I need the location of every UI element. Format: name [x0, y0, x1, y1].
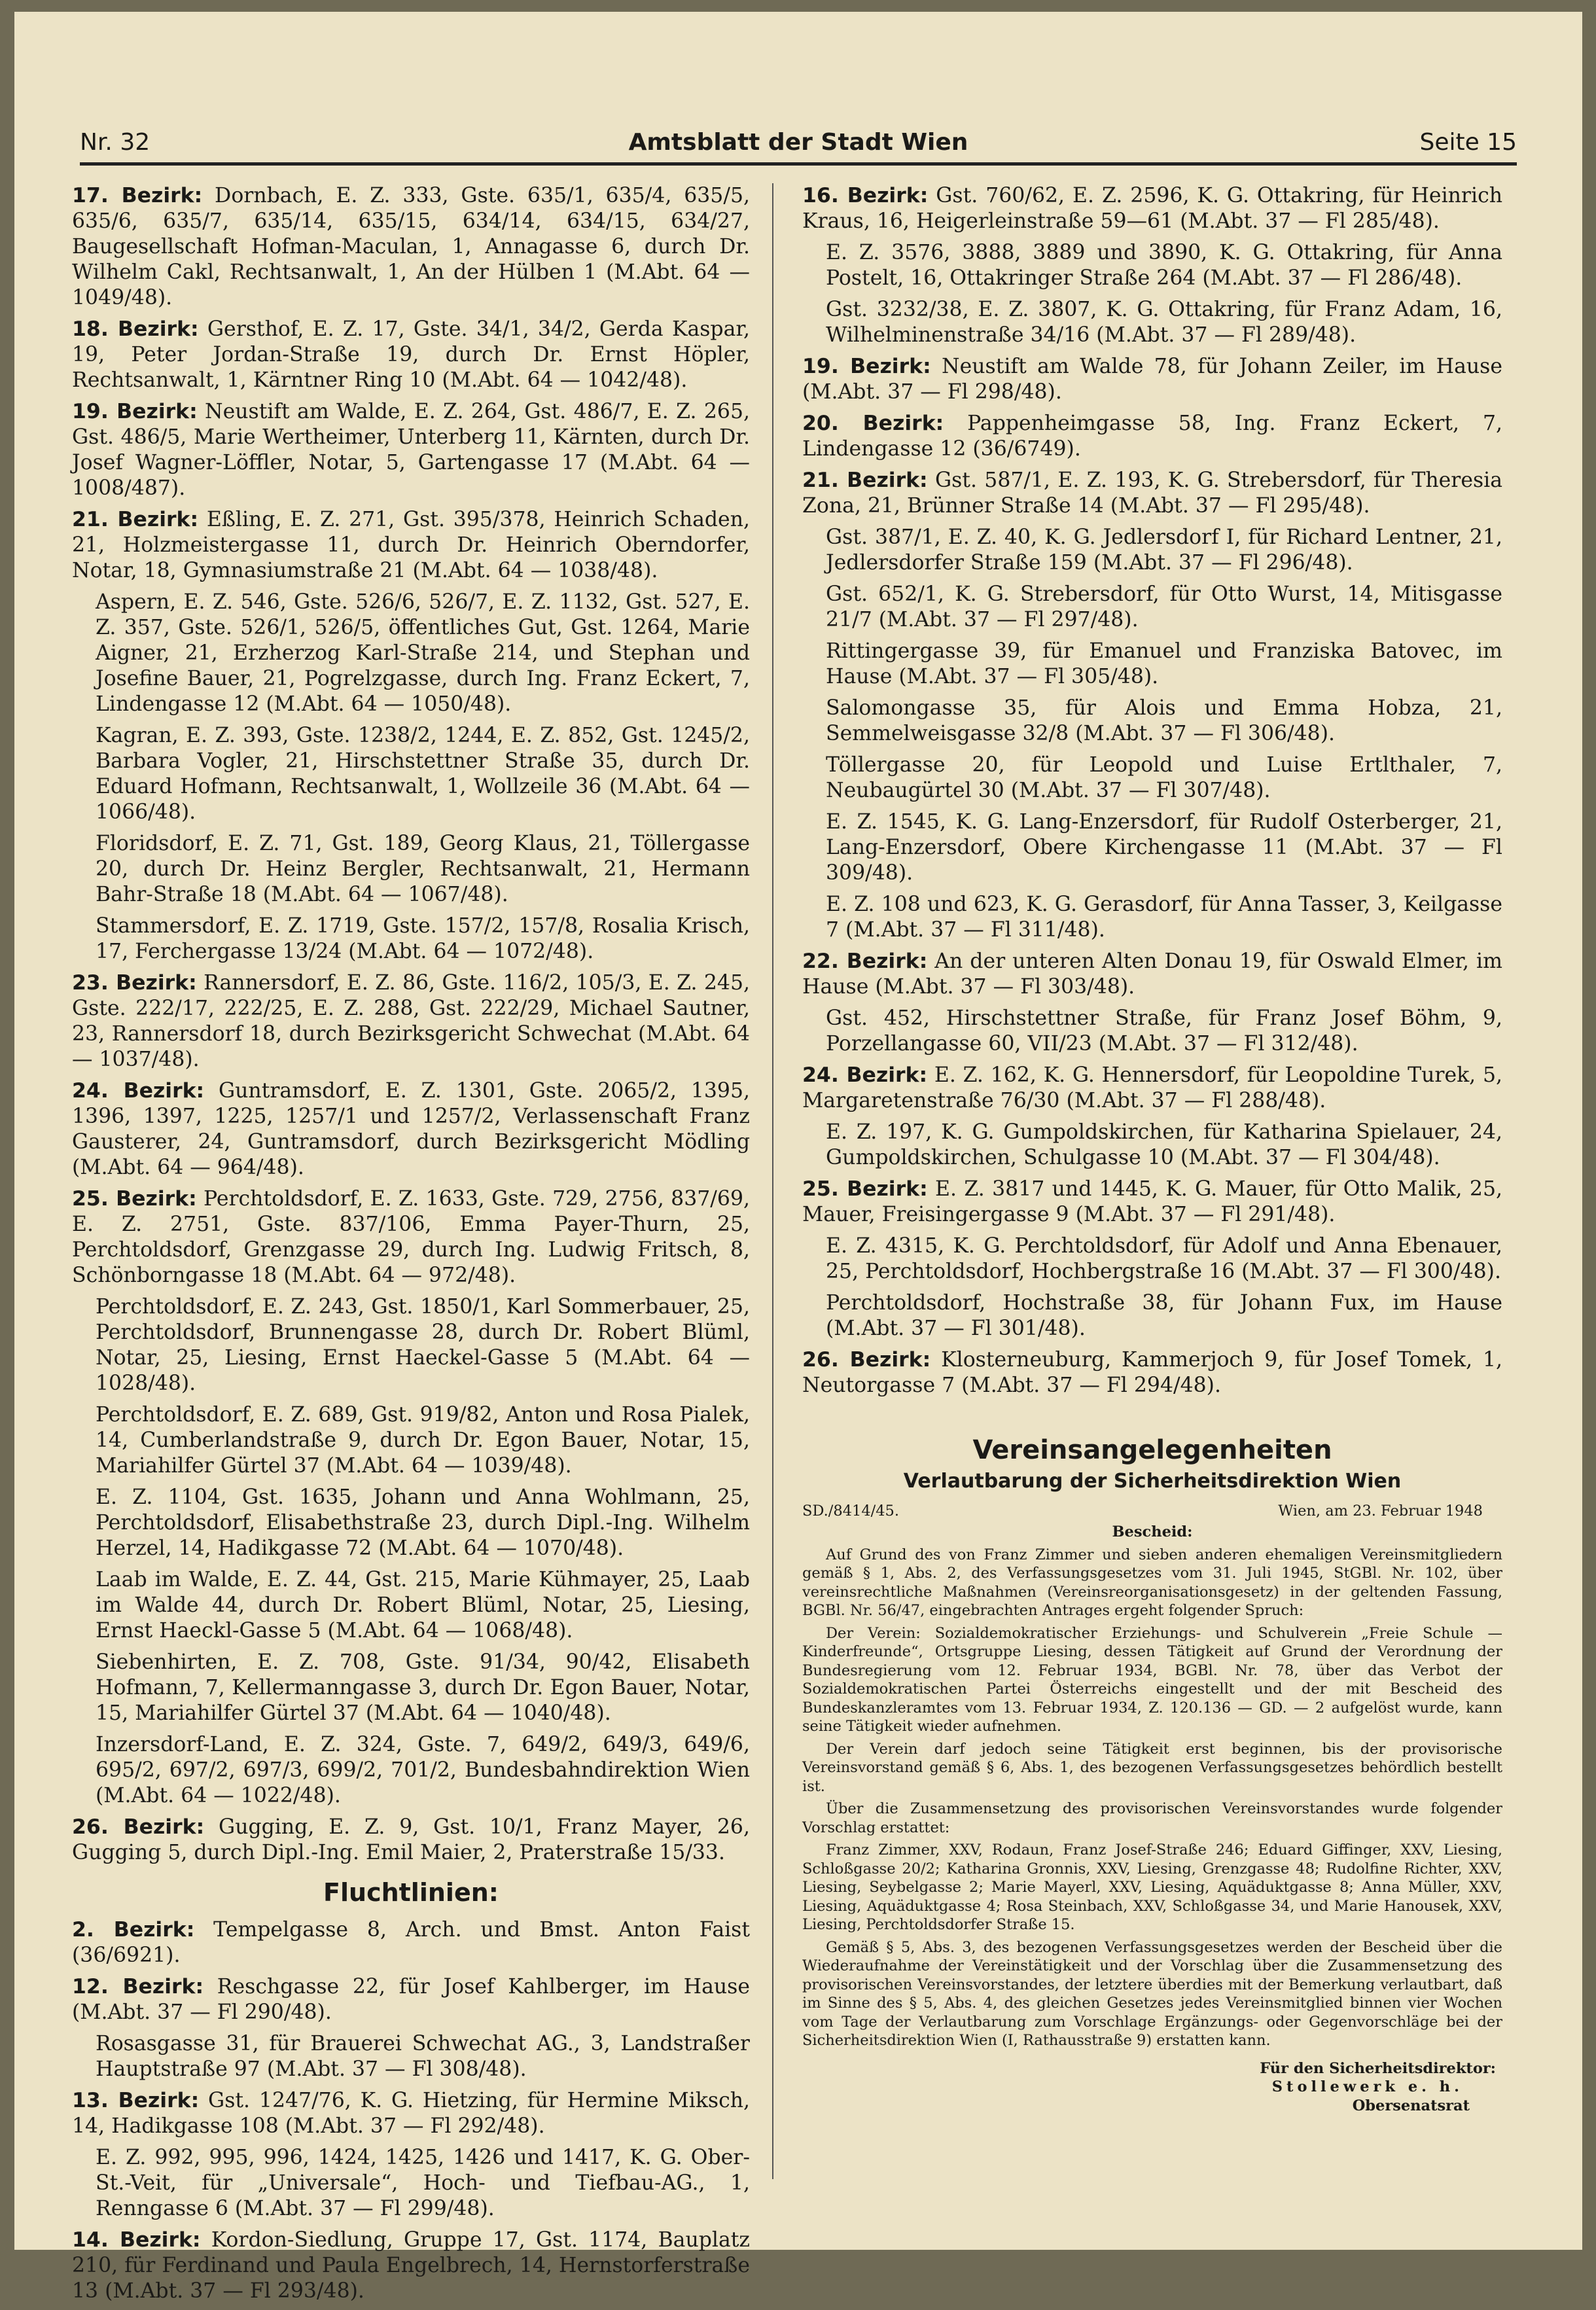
entry — [72, 317, 750, 393]
entry-text: Gst. 3232/38, E. Z. 3807, K. G. Ottakring, für Franz Adam, 16, Wilhelminenstraße 34/16 (M.Abt. 37 — Fl 289/48). — [826, 298, 1502, 347]
notice-paragraph: Der Verein darf jedoch seine Tätigkeit erst beginnen, bis der provisorische Vereinsvorstand gemäß § 6, Abs. 1, des bezogenen Verfassungsgesetzes behördlich bestellt ist. — [802, 1740, 1502, 1795]
entry — [802, 183, 1502, 234]
entry-text: Inzersdorf-Land, E. Z. 324, Gste. 7, 649/2, 649/3, 649/6, 695/2, 697/2, 697/3, 699/2, 701/2, Bundesbahndirektion Wien (M.Abt. 64 — 1022/48). — [96, 1733, 750, 1807]
entry-text: Gst. 760/62, E. Z. 2596, K. G. Ottakring, für Heinrich Kraus, 16, Heigerleinstraße 59—61 (M.Abt. 37 — Fl 285/48). — [802, 184, 1502, 233]
entry — [72, 970, 750, 1073]
bezirk-label: 24. Bezirk: — [802, 1063, 928, 1087]
notice-date: Wien, am 23. Februar 1948 — [1278, 1502, 1483, 1519]
entry — [826, 696, 1502, 747]
right-column — [802, 183, 1502, 2115]
entry-text: Guntramsdorf, E. Z. 1301, Gste. 2065/2, 1395, 1396, 1397, 1225, 1257/1 und 1257/2, Verlassenschaft Franz Gausterer, 24, Guntramsdorf, durch Bezirksgericht Mödling (M.Abt. 64 — 964/48). — [72, 1079, 750, 1179]
entry-text: Floridsdorf, E. Z. 71, Gst. 189, Georg Klaus, 21, Töllergasse 20, durch Dr. Heinz Bergler, Rechtsanwalt, 21, Hermann Bahr-Straße 18 (M.Abt. 64 — 1067/48). — [96, 832, 750, 906]
fluchtlinien-entries — [72, 1917, 750, 2304]
bezirk-label: 13. Bezirk: — [72, 2089, 200, 2112]
entry — [826, 809, 1502, 886]
publication-title: Amtsblatt der Stadt Wien — [628, 129, 968, 156]
entry — [802, 411, 1502, 462]
entry-text: An der unteren Alten Donau 19, für Oswald Elmer, im Hause (M.Abt. 37 — Fl 303/48). — [802, 950, 1502, 999]
entry-text: Perchtoldsdorf, E. Z. 689, Gst. 919/82, Anton und Rosa Pialek, 14, Cumberlandstraße 9, durch Dr. Egon Bauer, Notar, 15, Mariahilfer Gürtel 37 (M.Abt. 64 — 1039/48). — [96, 1403, 750, 1478]
bezirk-label: 17. Bezirk: — [72, 184, 203, 207]
entry — [826, 525, 1502, 576]
entry — [72, 507, 750, 584]
bezirk-label: 19. Bezirk: — [72, 400, 198, 423]
entry — [826, 892, 1502, 943]
entry-text: Töllergasse 20, für Leopold und Luise Ertlthaler, 7, Neubaugürtel 30 (M.Abt. 37 — Fl 307/48). — [826, 753, 1502, 802]
bezirk-label: 26. Bezirk: — [72, 1815, 205, 1839]
entry-text: Rannersdorf, E. Z. 86, Gste. 116/2, 105/3, E. Z. 245, Gste. 222/17, 222/25, E. Z. 288, Gst. 222/29, Michael Sautner, 23, Rannersdorf 18, durch Bezirksgericht Schwechat (M.Abt. 64 — 1037/48). — [72, 971, 750, 1071]
entry-text: Rosasgasse 31, für Brauerei Schwechat AG., 3, Landstraßer Hauptstraße 97 (M.Abt. 37 — Fl 308/48). — [96, 2032, 750, 2081]
entry-text: Perchtoldsdorf, Hochstraße 38, für Johann Fux, im Hause (M.Abt. 37 — Fl 301/48). — [826, 1291, 1502, 1340]
left-column — [72, 183, 750, 2310]
fluchtlinien-entries-continued — [802, 183, 1502, 1398]
entry-text: Gst. 652/1, K. G. Strebersdorf, für Otto Wurst, 14, Mitisgasse 21/7 (M.Abt. 37 — Fl 297/48). — [826, 582, 1502, 631]
entry — [72, 399, 750, 501]
entry-text: Perchtoldsdorf, E. Z. 1633, Gste. 729, 2756, 837/69, E. Z. 2751, Gste. 837/106, Emma Payer-Thurn, 25, Perchtoldsdorf, Grenzgasse 29, durch Ing. Ludwig Fritsch, 8, Schönborngasse 18 (M.Abt. 64 — 972/48). — [72, 1187, 750, 1287]
entry-text: Neustift am Walde, E. Z. 264, Gst. 486/7, E. Z. 265, Gst. 486/5, Marie Wertheimer, Unterberg 11, Kärnten, durch Dr. Josef Wagner-Löffler, Notar, 5, Gartengasse 17 (M.Abt. 64 — 1008/487). — [72, 400, 750, 500]
entry — [826, 582, 1502, 633]
entry-text: Gugging, E. Z. 9, Gst. 10/1, Franz Mayer, 26, Gugging 5, durch Dipl.-Ing. Emil Maier, 2, Praterstraße 15/33. — [72, 1815, 750, 1864]
entry — [826, 1234, 1502, 1285]
entry-text: Pappenheimgasse 58, Ing. Franz Eckert, 7, Lindengasse 12 (36/6749). — [802, 412, 1502, 461]
entry — [72, 1186, 750, 1288]
entry — [826, 297, 1502, 348]
entry-text: Neustift am Walde 78, für Johann Zeiler, im Hause (M.Abt. 37 — Fl 298/48). — [802, 355, 1502, 404]
entry-text: E. Z. 992, 995, 996, 1424, 1425, 1426 und 1417, K. G. Ober-St.-Veit, für „Universale“, Hoch- und Tiefbau-AG., 1, Renngasse 6 (M.Abt. 37 — Fl 299/48). — [96, 2146, 750, 2220]
entry-text: Salomongasse 35, für Alois und Emma Hobza, 21, Semmelweisgasse 32/8 (M.Abt. 37 — Fl 306/48). — [826, 696, 1502, 745]
bezirk-label: 25. Bezirk: — [802, 1177, 928, 1201]
entry — [72, 1917, 750, 1968]
entry — [802, 1063, 1502, 1114]
entry — [802, 1347, 1502, 1398]
entry-text: Klosterneuburg, Kammerjoch 9, für Josef Tomek, 1, Neutorgasse 7 (M.Abt. 37 — Fl 294/48). — [802, 1348, 1503, 1397]
entry-text: Gst. 1247/76, K. G. Hietzing, für Hermine Miksch, 14, Hadikgasse 108 (M.Abt. 37 — Fl 292/48). — [72, 2089, 751, 2138]
entry — [826, 1120, 1502, 1171]
entry-text: E. Z. 3817 und 1445, K. G. Mauer, für Otto Malik, 25, Mauer, Freisingergasse 9 (M.Abt. 37 — Fl 291/48). — [802, 1177, 1502, 1226]
entry — [802, 354, 1502, 405]
bezirk-label: 12. Bezirk: — [72, 1975, 204, 1999]
entry — [96, 1294, 750, 1396]
entry-text: Gst. 387/1, E. Z. 40, K. G. Jedlersdorf I, für Richard Lentner, 21, Jedlersdorfer Straße 159 (M.Abt. 37 — Fl 296/48). — [826, 525, 1502, 575]
bezirk-label: 22. Bezirk: — [802, 950, 928, 973]
entry-text: Stammersdorf, E. Z. 1719, Gste. 157/2, 157/8, Rosalia Krisch, 17, Ferchergasse 13/24 (M.Abt. 64 — 1072/48). — [96, 914, 750, 963]
entry — [826, 1006, 1502, 1057]
entry-text: Rittingergasse 39, für Emanuel und Franziska Batovec, im Hause (M.Abt. 37 — Fl 305/48). — [826, 639, 1502, 688]
entry-text: Gersthof, E. Z. 17, Gste. 34/1, 34/2, Gerda Kaspar, 19, Peter Jordan-Straße 19, durch Dr. Ernst Höpler, Rechtsanwalt, 1, Kärntner Ring 10 (M.Abt. 64 — 1042/48). — [72, 317, 750, 392]
entry — [826, 1290, 1502, 1342]
entry-text: Perchtoldsdorf, E. Z. 243, Gst. 1850/1, Karl Sommerbauer, 25, Perchtoldsdorf, Brunnengasse 28, durch Dr. Robert Blüml, Notar, 25, Liesing, Ernst Haeckel-Gasse 5 (M.Abt. 64 — 1028/48). — [96, 1295, 750, 1395]
entry-text: E. Z. 162, K. G. Hennersdorf, für Leopoldine Turek, 5, Margaretenstraße 76/30 (M.Abt. 37 — Fl 288/48). — [802, 1063, 1502, 1112]
entry-text: Siebenhirten, E. Z. 708, Gste. 91/34, 90/42, Elisabeth Hofmann, 7, Kellermanngasse 3, durch Dr. Egon Bauer, Notar, 15, Mariahilfer Gürtel 37 (M.Abt. 64 — 1040/48). — [96, 1650, 750, 1725]
entry — [96, 590, 750, 717]
entry-text: Gst. 587/1, E. Z. 193, K. G. Strebersdorf, für Theresia Zona, 21, Brünner Straße 14 (M.Abt. 37 — Fl 295/48). — [802, 469, 1502, 518]
entry — [72, 2228, 750, 2304]
bezirk-label: 21. Bezirk: — [802, 469, 928, 492]
entry-text: Tempelgasse 8, Arch. und Bmst. Anton Faist (36/6921). — [72, 1918, 751, 1967]
entry — [96, 1567, 750, 1644]
entry-text: Gst. 452, Hirschstettner Straße, für Franz Josef Böhm, 9, Porzellangasse 60, VII/23 (M.Abt. 37 — Fl 312/48). — [826, 1006, 1502, 1056]
notice-paragraph: Franz Zimmer, XXV, Rodaun, Franz Josef-Straße 246; Eduard Giffinger, XXV, Liesing, Schloßgasse 20/2; Katharina Gronnis, XXV, Liesing, Grenzgasse 48; Rudolfine Richter, XXV, Liesing, Seybelgasse 2; Marie Mayerl, XXV, Liesing, Aquäduktgasse 8; Anna Müller, XXV, Liesing, Aquäduktgasse 4; Rosa Steinbach, XXV, Schloßgasse 34, und Marie Hanousek, XXV, Liesing, Perchtoldsdorfer Straße 15. — [802, 1841, 1502, 1933]
entry — [96, 831, 750, 908]
notice-paragraph: Gemäß § 5, Abs. 3, des bezogenen Verfassungsgesetzes werden der Bescheid über die Wiederaufnahme der Vereinstätigkeit und der Vorschlag über die Zusammensetzung des provisorischen Vereinsvorstandes, der letztere überdies mit der Bemerkung verlautbart, daß im Sinne des § 5, Abs. 4, des gleichen Gesetzes jedes Vereinsmitglied binnen vier Wochen vom Tage der Verlautbarung zum Vorschlage Ergänzungs- oder Gegenvorschläge bei der Sicherheitsdirektion Wien (I, Rathausstraße 9) erstatten kann. — [802, 1938, 1502, 2049]
notice-paragraph: Auf Grund des von Franz Zimmer und sieben anderen ehemaligen Vereinsmitgliedern gemäß § 1, Abs. 2, des Verfassungsgesetzes vom 31. Juli 1945, StGBl. Nr. 102, über vereinsrechtliche Maßnahmen (Vereinsreorganisationsgesetz) in der geltenden Fassung, BGBl. Nr. 56/47, eingebrachten Antrages ergeht folgender Spruch: — [802, 1546, 1502, 1619]
entry-text: Aspern, E. Z. 546, Gste. 526/6, 526/7, E. Z. 1132, Gst. 527, E. Z. 357, Gste. 526/1, 526/5, öffentliches Gut, Gst. 1264, Marie Aigner, 21, Erzherzog Karl-Straße 214, und Stephan und Josefine Bauer, 21, Pogrelzgasse, durch Ing. Franz Eckert, 7, Lindengasse 12 (M.Abt. 64 — 1050/48). — [96, 590, 750, 716]
bezirk-label: 2. Bezirk: — [72, 1918, 195, 1942]
entry-text: Eßling, E. Z. 271, Gst. 395/378, Heinrich Schaden, 21, Holzmeistergasse 11, durch Dr. Heinrich Oberndorfer, Notar, 18, Gymnasiumstraße 21 (M.Abt. 64 — 1038/48). — [72, 508, 751, 582]
entry — [826, 639, 1502, 690]
entry — [72, 183, 750, 311]
verlautbarung-subheading: Verlautbarung der Sicherheitsdirektion Wien — [903, 1470, 1402, 1493]
entry — [802, 1177, 1502, 1228]
notice-paragraph: Der Verein: Sozialdemokratischer Erziehungs- und Schulverein „Freie Schule — Kinderfreunde“, Ortsgruppe Liesing, dessen Tätigkeit auf Grund der Verordnung der Bundesregierung vom 12. Februar 1934, BGBl. Nr. 78, über das Verbot der Sozialdemokratischen Partei Österreichs eingestellt und der mit Bescheid des Bundeskanzleramtes vom 13. Februar 1934, Z. 120.136 — GD. — 2 aufgelöst wurde, kann seine Tätigkeit wieder aufnehmen. — [802, 1624, 1502, 1735]
entry-text: E. Z. 1545, K. G. Lang-Enzersdorf, für Rudolf Osterberger, 21, Lang-Enzersdorf, Obere Kirchengasse 11 (M.Abt. 37 — Fl 309/48). — [826, 810, 1502, 885]
signature-line-1: Für den Sicherheitsdirektor: — [1260, 2059, 1496, 2077]
bezirk-label: 23. Bezirk: — [72, 971, 197, 995]
entry — [826, 753, 1502, 804]
entry — [96, 914, 750, 965]
page-number: Seite 15 — [1419, 129, 1517, 156]
entry — [96, 2031, 750, 2082]
bescheid-heading: Bescheid: — [1112, 1523, 1193, 1540]
newspaper-page — [14, 12, 1582, 2303]
signature-title: Obersenatsrat — [1352, 2097, 1470, 2114]
bezirk-label: 26. Bezirk: — [802, 1348, 931, 1372]
entry — [96, 723, 750, 825]
entry — [802, 949, 1502, 1000]
entry — [96, 1732, 750, 1809]
entry-text: Kordon-Siedlung, Gruppe 17, Gst. 1174, Bauplatz 210, für Ferdinand und Paula Engelbrech, 14, Hernstorferstraße 13 (M.Abt. 37 — Fl 293/48). — [72, 2228, 751, 2303]
bezirk-label: 14. Bezirk: — [72, 2228, 201, 2252]
grundbuch-entries — [72, 183, 750, 1866]
bezirk-label: 20. Bezirk: — [802, 412, 944, 435]
entry — [72, 2088, 750, 2139]
notice-body — [802, 1546, 1502, 2050]
vereinsangelegenheiten-section — [802, 1435, 1502, 2115]
entry — [72, 1815, 750, 1866]
reference-line — [802, 1502, 1502, 1523]
entry — [826, 240, 1502, 291]
signature-name: Stollewerk e. h. — [1271, 2078, 1463, 2095]
entry-text: E. Z. 4315, K. G. Perchtoldsdorf, für Adolf und Anna Ebenauer, 25, Perchtoldsdorf, Hochbergstraße 16 (M.Abt. 37 — Fl 300/48). — [826, 1234, 1502, 1283]
bezirk-label: 18. Bezirk: — [72, 317, 199, 341]
entry-text: Reschgasse 22, für Josef Kahlberger, im Hause (M.Abt. 37 — Fl 290/48). — [72, 1975, 750, 2024]
bezirk-label: 24. Bezirk: — [72, 1079, 205, 1103]
bezirk-label: 16. Bezirk: — [802, 184, 929, 207]
entry — [96, 1402, 750, 1479]
entry — [96, 1650, 750, 1726]
entry-text: E. Z. 1104, Gst. 1635, Johann und Anna Wohlmann, 25, Perchtoldsdorf, Elisabethstraße 23, durch Dipl.-Ing. Wilhelm Herzel, 14, Hadikgasse 72 (M.Abt. 64 — 1070/48). — [96, 1485, 750, 1560]
page-header — [80, 116, 1517, 166]
bezirk-label: 21. Bezirk: — [72, 508, 199, 531]
reference-number: SD./8414/45. — [802, 1502, 900, 1519]
entry-text: E. Z. 108 und 623, K. G. Gerasdorf, für Anna Tasser, 3, Keilgasse 7 (M.Abt. 37 — Fl 311/48). — [826, 893, 1502, 942]
entry-text: E. Z. 197, K. G. Gumpoldskirchen, für Katharina Spielauer, 24, Gumpoldskirchen, Schulgasse 10 (M.Abt. 37 — Fl 304/48). — [826, 1120, 1502, 1169]
entry-text: Laab im Walde, E. Z. 44, Gst. 215, Marie Kühmayer, 25, Laab im Walde 44, durch Dr. Robert Blüml, Notar, 25, Liesing, Ernst Haeckl-Gasse 5 (M.Abt. 64 — 1068/48). — [96, 1568, 750, 1643]
entry-text: Kagran, E. Z. 393, Gste. 1238/2, 1244, E. Z. 852, Gst. 1245/2, Barbara Vogler, 21, Hirschstettner Straße 35, durch Dr. Eduard Hofmann, Rechtsanwalt, 1, Wollzeile 36 (M.Abt. 64 — 1066/48). — [96, 724, 750, 824]
bezirk-label: 19. Bezirk: — [802, 355, 931, 378]
entry — [72, 1078, 750, 1181]
notice-paragraph: Über die Zusammensetzung des provisorischen Vereinsvorstandes wurde folgender Vorschlag erstattet: — [802, 1800, 1502, 1836]
entry-text: Dornbach, E. Z. 333, Gste. 635/1, 635/4, 635/5, 635/6, 635/7, 635/14, 635/15, 634/14, 634/15, 634/27, Baugesellschaft Hofman-Maculan, 1, Annagasse 6, durch Dr. Wilhelm Cakl, Rechtsanwalt, 1, An der Hülben 1 (M.Abt. 64 — 1049/48). — [72, 184, 750, 310]
entry — [72, 1974, 750, 2025]
entry-text: E. Z. 3576, 3888, 3889 und 3890, K. G. Ottakring, für Anna Postelt, 16, Ottakringer Straße 264 (M.Abt. 37 — Fl 286/48). — [826, 241, 1502, 290]
issue-number: Nr. 32 — [80, 129, 151, 156]
vereinsangelegenheiten-heading: Vereinsangelegenheiten — [972, 1435, 1332, 1465]
entry — [96, 1485, 750, 1561]
entry — [802, 468, 1502, 519]
entry — [96, 2145, 750, 2222]
fluchtlinien-heading: Fluchtlinien: — [323, 1878, 499, 1907]
bezirk-label: 25. Bezirk: — [72, 1187, 197, 1211]
